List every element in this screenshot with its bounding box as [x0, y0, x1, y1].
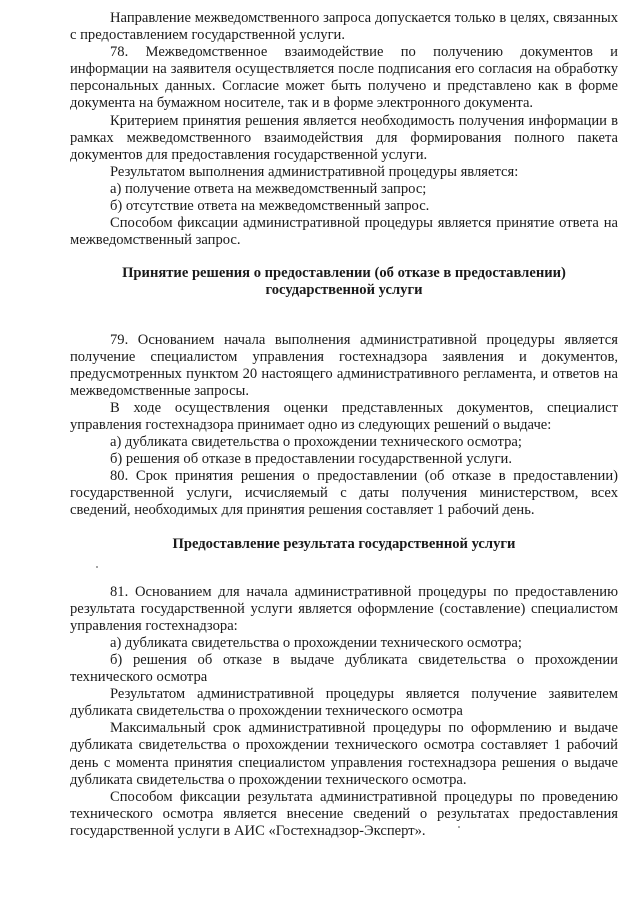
section-heading-decision: Принятие решения о предоставлении (об отказе в предоставлении) государственной услуги: [122, 265, 566, 299]
paragraph-80: 80. Срок принятия решения о предоставлении (об отказе в предоставлении) государственной услуги, исчисляемый с даты получения министерством, всех сведений, необходимых для принятия решения составляет 1 рабочий день.: [70, 468, 618, 519]
paragraph-criterion: Критерием принятия решения является необходимость получения информации в рамках межведомственного взаимодействия для формирования полного пакета документов для предоставления государственной услуги.: [70, 112, 618, 163]
paragraph-result: Результатом административной процедуры является получение заявителем дубликата свидетельства о прохождении технического осмотра: [70, 686, 618, 720]
scan-speck: [458, 826, 460, 828]
paragraph-request-purpose: Направление межведомственного запроса допускается только в целях, связанных с предоставлением государственной услуги.: [70, 10, 618, 44]
paragraph-assessment: В ходе осуществления оценки представленных документов, специалист управления гостехнадзора принимает одно из следующих решений о выдаче:: [70, 399, 618, 433]
section-heading-result: Предоставление результата государственной услуги: [172, 535, 516, 552]
paragraph-78: 78. Межведомственное взаимодействие по получению документов и информации на заявителя осуществляется после подписания его согласия на обработку персональных данных. Согласие может быть получено и представлено как в форме документа на бумажном носителе, так и в форме электронного документа.: [70, 44, 618, 112]
paragraph-result-fixation: Способом фиксации результата административной процедуры по проведению технического осмотра является внесение сведений о результатах предоставления государственной услуги в АИС «Гостехнадзор-Эксперт».: [70, 788, 618, 839]
scan-speck: [96, 566, 98, 568]
list-item-a: а) дубликата свидетельства о прохождении технического осмотра;: [110, 434, 522, 451]
paragraph-fixation: Способом фиксации административной процедуры является принятие ответа на межведомственный запрос.: [70, 215, 618, 249]
paragraph-result-intro: Результатом выполнения административной процедуры является:: [110, 163, 519, 180]
list-item-a: а) получение ответа на межведомственный запрос;: [110, 180, 427, 197]
paragraph-max-term: Максимальный срок административной процедуры по оформлению и выдаче дубликата свидетельства о прохождении технического осмотра составляет 1 рабочий день с момента принятия специалистом управления гостехнадзора решения о выдаче дубликата свидетельства о прохождении технического осмотра.: [70, 720, 618, 788]
list-item-b: б) отсутствие ответа на межведомственный запрос.: [110, 198, 430, 215]
paragraph-81: 81. Основанием для начала административной процедуры по предоставлению результата государственной услуги является оформление (составление) специалистом управления гостехнадзора:: [70, 583, 618, 634]
list-item-b: б) решения об отказе в выдаче дубликата свидетельства о прохождении технического осмотра: [70, 652, 618, 686]
list-item-a: а) дубликата свидетельства о прохождении технического осмотра;: [110, 634, 522, 651]
paragraph-79: 79. Основанием начала выполнения административной процедуры является получение специалистом управления гостехнадзора заявления и документов, предусмотренных пунктом 20 настоящего административного регламента, и ответов на межведомственные запросы.: [70, 331, 618, 399]
list-item-b: б) решения об отказе в предоставлении государственной услуги.: [110, 451, 513, 468]
